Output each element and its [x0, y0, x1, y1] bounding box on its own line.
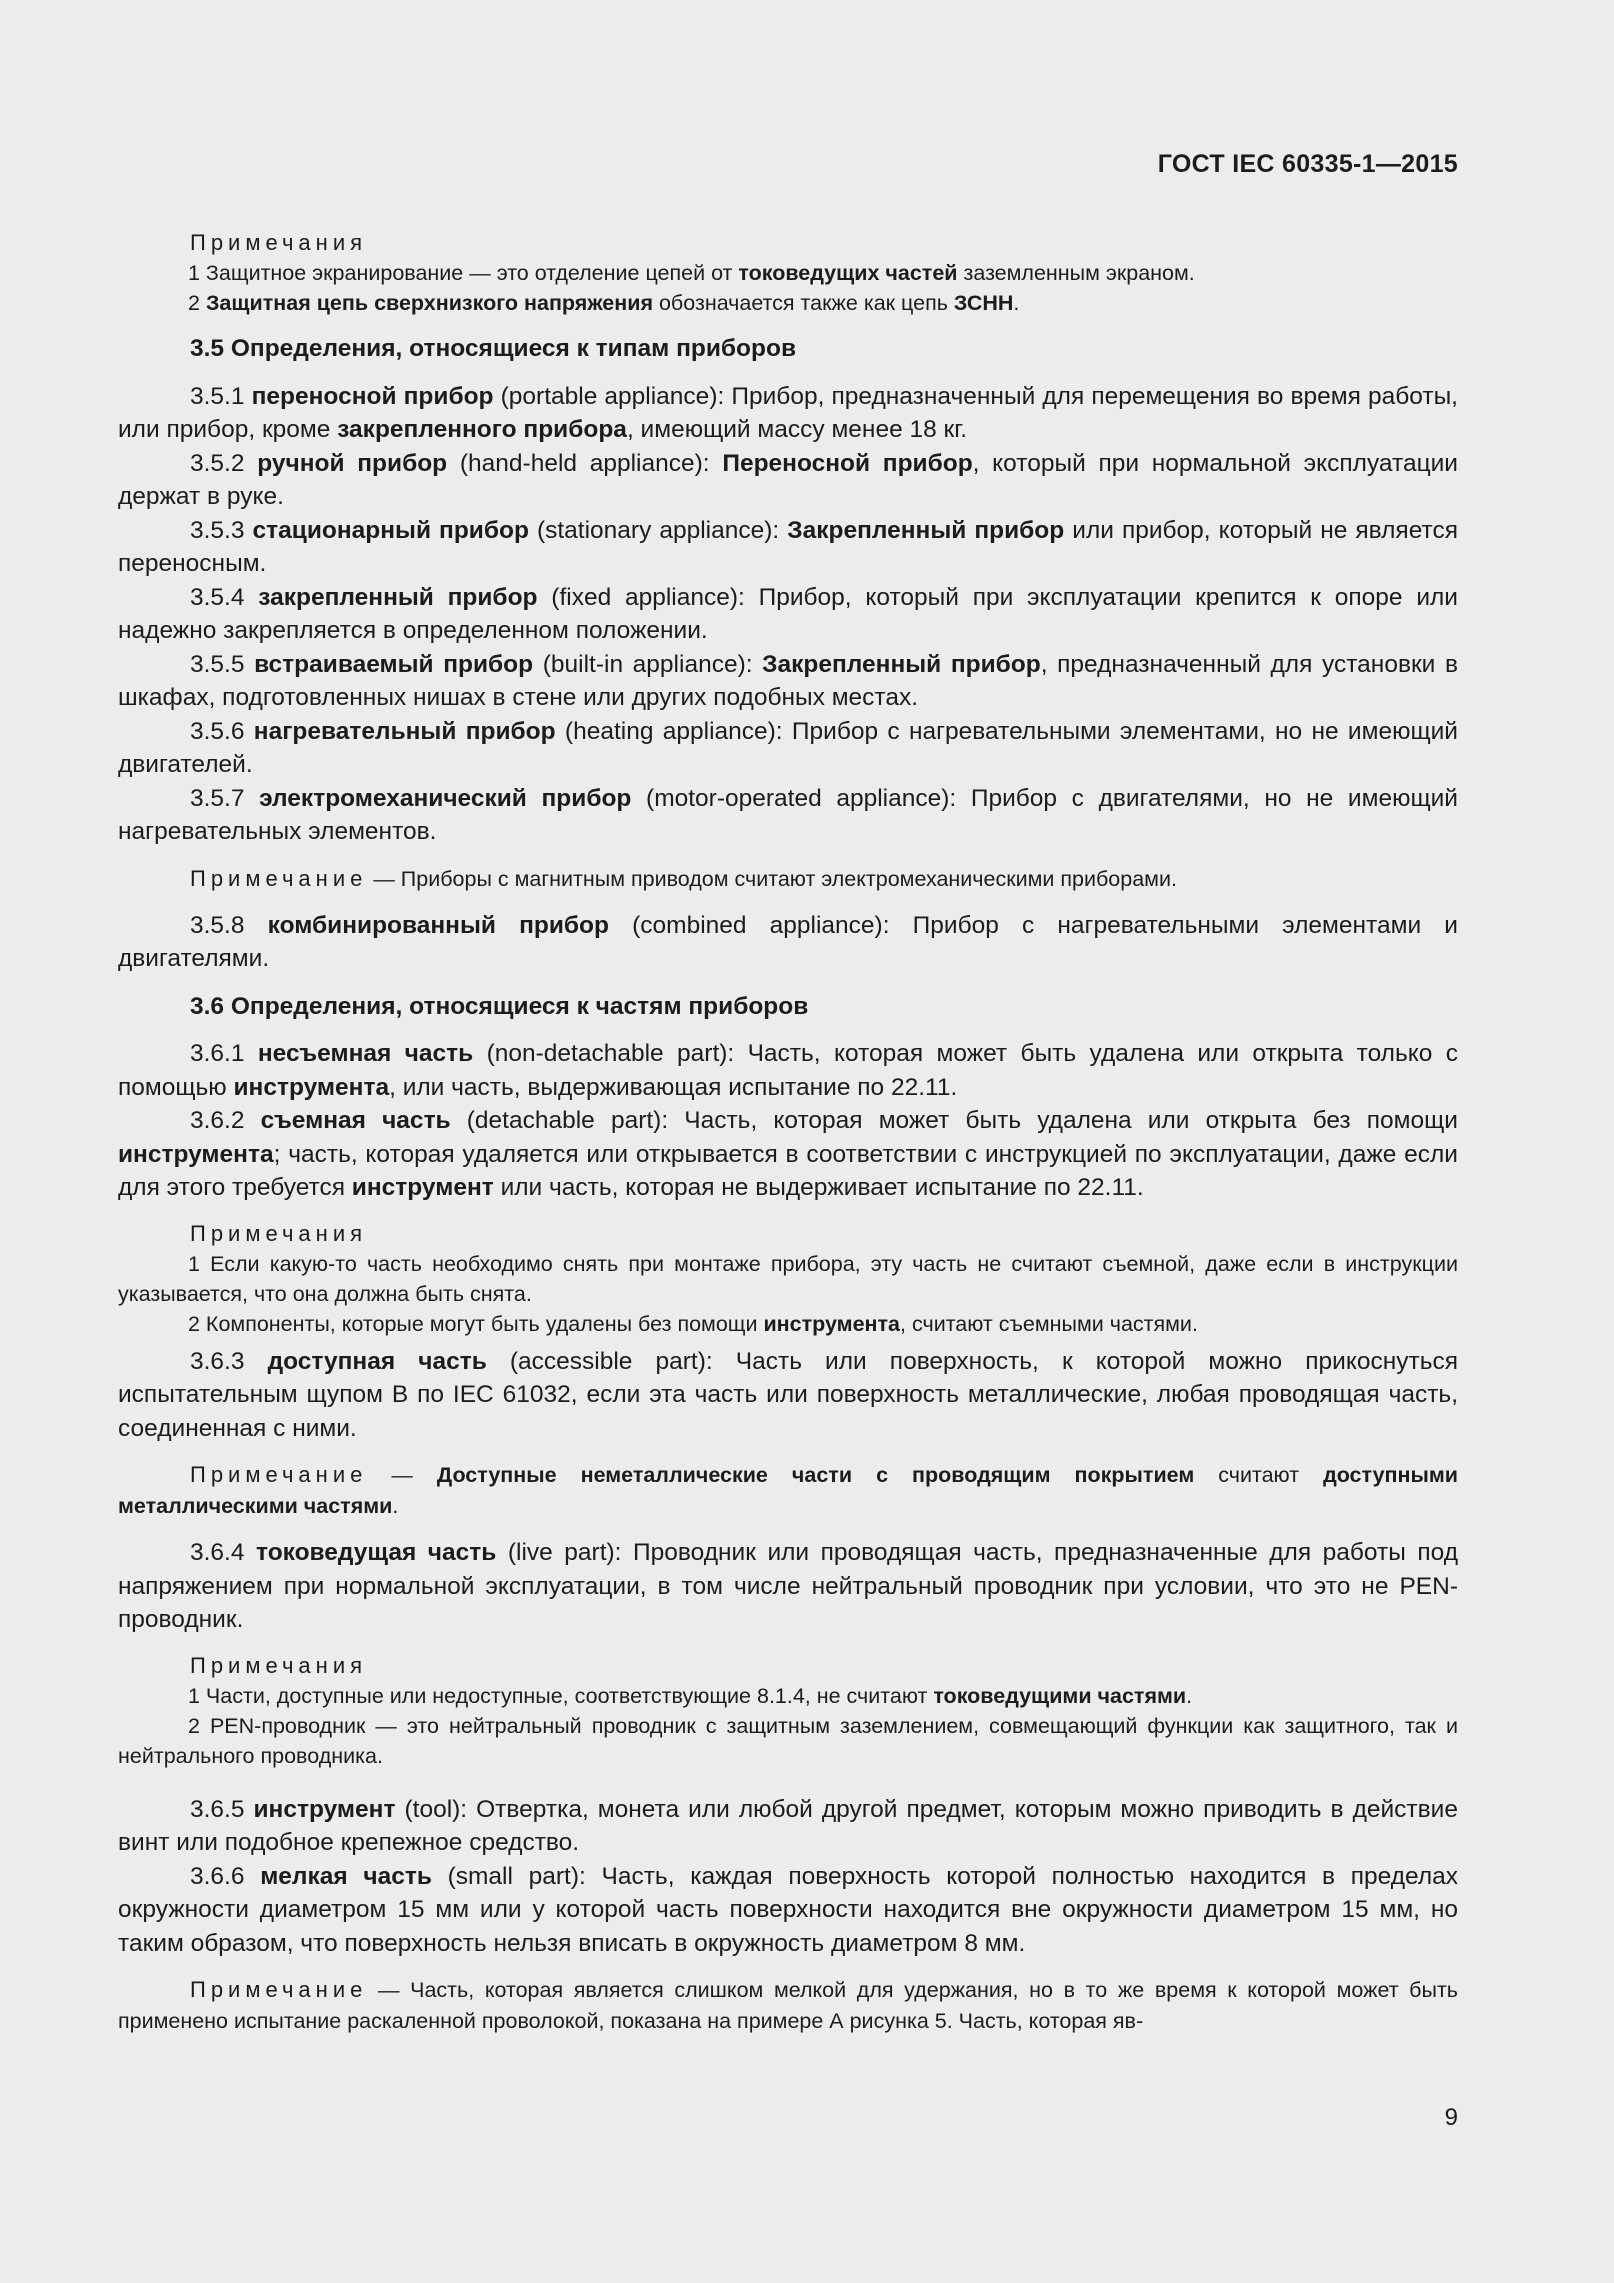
definition-3-6-3: 3.6.3 доступная часть (accessible part): Часть или поверхность, к которой можно прикоснуться испытательным щупом B по IEC 61032, если эта часть или поверхность металлические, любая проводящая часть, соединенная с ними. — [118, 1347, 1458, 1442]
note-item: 1 Части, доступные или недоступные, соответствующие 8.1.4, не считают токоведущими частями. — [188, 1683, 1193, 1708]
note-item: 2 Компоненты, которые могут быть удалены без помощи инструмента, считают съемными частями. — [188, 1311, 1198, 1336]
definition-3-6-4: 3.6.4 токоведущая часть (live part): Проводник или проводящая часть, предназначенные для работы под напряжением при нормальной эксплуатации, в том числе нейтральный проводник при условии, что это не PEN-проводник. — [118, 1539, 1458, 1633]
definition-3-5-4: 3.5.4 закрепленный прибор (fixed appliance): Прибор, который при эксплуатации крепится к опоре или надежно закрепляется в определенном положении. — [118, 583, 1458, 644]
notes-label: Примечания — [190, 1220, 368, 1246]
definition-3-5-2: 3.5.2 ручной прибор (hand-held appliance): Переносной прибор, который при нормальной эксплуатации держат в руке. — [118, 449, 1458, 510]
definition-3-6-6: 3.6.6 мелкая часть (small part): Часть, каждая поверхность которой полностью находится в пределах окружности диаметром 15 мм или у которой часть поверхности находится вне окружности диаметром 15 мм, но таким образом, что поверхность нельзя вписать в окружность диаметром 8 мм. — [118, 1862, 1458, 1957]
definition-3-6-5: 3.6.5 инструмент (tool): Отвертка, монета или любой другой предмет, которым можно приводить в действие винт или подобное крепежное средство. — [118, 1795, 1458, 1856]
note-3-6-3: Примечание — Доступные неметаллические части с проводящим покрытием считают доступными металлическими частями. — [118, 1462, 1458, 1518]
notes-top — [118, 228, 1458, 318]
definition-3-5-8: 3.5.8 комбинированный прибор (combined appliance): Прибор с нагревательными элементами и двигателями. — [118, 911, 1458, 972]
definition-3-5-6: 3.5.6 нагревательный прибор (heating appliance): Прибор с нагревательными элементами, но не имеющий двигателей. — [118, 717, 1458, 778]
definition-3-5-7: 3.5.7 электромеханический прибор (motor-operated appliance): Прибор с двигателями, но не имеющий нагревательных элементов. — [118, 784, 1458, 845]
notes-3-6-4 — [118, 1651, 1458, 1771]
note-3-6-6: Примечание — Часть, которая является слишком мелкой для удержания, но в то же время к которой может быть применено испытание раскаленной проволокой, показана на примере А рисунка 5. Часть, которая яв- — [118, 1977, 1458, 2033]
notes-label: Примечания — [190, 1652, 368, 1678]
page-number: 9 — [1444, 2104, 1458, 2131]
document-header: ГОСТ IEC 60335-1—2015 — [1157, 150, 1458, 178]
note-item: 2 Защитная цепь сверхнизкого напряжения обозначается также как цепь ЗСНН. — [188, 291, 1020, 315]
definition-3-5-5: 3.5.5 встраиваемый прибор (built-in appliance): Закрепленный прибор, предназначенный для установки в шкафах, подготовленных нишах в стене или других подобных местах. — [118, 650, 1458, 711]
notes-label: Примечания — [190, 230, 368, 255]
definition-3-5-3: 3.5.3 стационарный прибор (stationary appliance): Закрепленный прибор или прибор, который не является переносным. — [118, 516, 1458, 577]
definition-3-5-1: 3.5.1 переносной прибор (portable appliance): Прибор, предназначенный для перемещения во время работы, или прибор, кроме закрепленного прибора, имеющий массу менее 18 кг. — [118, 382, 1458, 443]
note-item: 2 PEN-проводник — это нейтральный проводник с защитным заземлением, совмещающий функции как защитного, так и нейтрального проводника. — [118, 1713, 1458, 1768]
definition-3-6-1: 3.6.1 несъемная часть (non-detachable part): Часть, которая может быть удалена или открыта только с помощью инструмента, или часть, выдерживающая испытание по 22.11. — [118, 1040, 1458, 1101]
section-heading-3-5: 3.5 Определения, относящиеся к типам приборов — [190, 335, 797, 362]
note-item: 1 Защитное экранирование — это отделение цепей от токоведущих частей заземленным экраном. — [188, 261, 1195, 285]
note-3-5-7: Примечание — Приборы с магнитным приводом считают электромеханическими приборами. — [190, 865, 1177, 891]
definition-3-6-2: 3.6.2 съемная часть (detachable part): Часть, которая может быть удалена или открыта без помощи инструмента; часть, которая удаляется или открывается в соответствии с инструкцией по эксплуатации, даже если для этого требуется инструмент или часть, которая не выдерживает испытание по 22.11. — [118, 1107, 1458, 1201]
document-body — [118, 228, 1458, 2051]
notes-3-6-2 — [118, 1219, 1458, 1339]
note-item: 1 Если какую-то часть необходимо снять при монтаже прибора, эту часть не считают съемной, даже если в инструкции указывается, что она должна быть снята. — [118, 1251, 1458, 1306]
section-heading-3-6: 3.6 Определения, относящиеся к частям приборов — [190, 992, 809, 1020]
